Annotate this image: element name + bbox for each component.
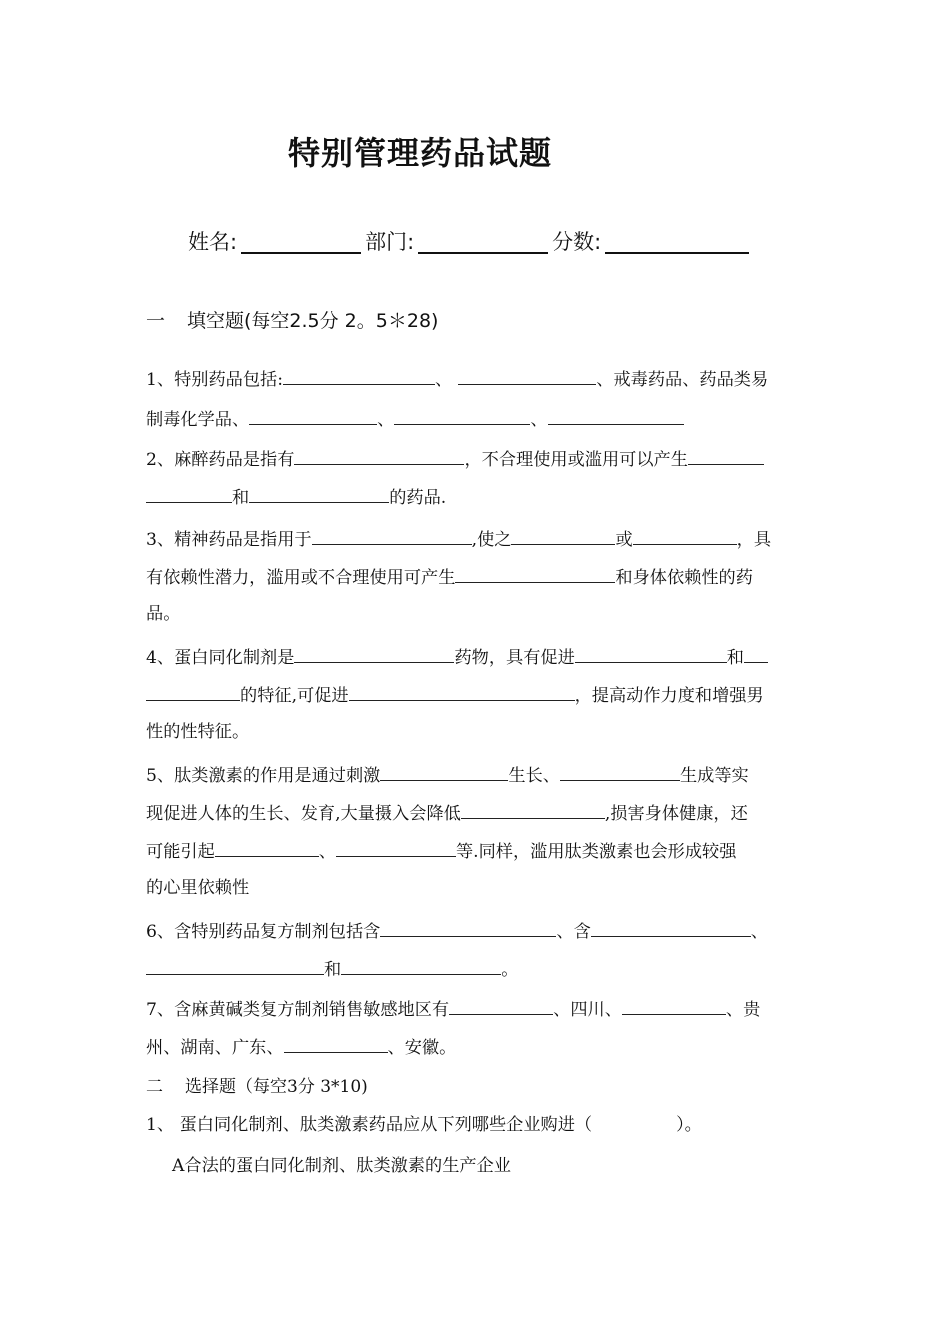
answer-blank[interactable]: [592, 1114, 676, 1130]
answer-blank[interactable]: [341, 958, 501, 975]
answer-blank[interactable]: [744, 646, 768, 663]
answer-blank[interactable]: [146, 684, 240, 701]
choice-question-1: [146, 1114, 702, 1135]
answer-blank[interactable]: [394, 408, 530, 425]
section-number: 二: [146, 1077, 163, 1097]
question-text: 、: [318, 842, 336, 862]
question-text: 3、精神药品是指用于: [146, 530, 312, 550]
answer-blank[interactable]: [622, 998, 726, 1015]
dept-blank[interactable]: [418, 230, 548, 254]
question-text: 7、含麻黄碱类复方制剂销售敏感地区有: [146, 1000, 450, 1020]
answer-blank[interactable]: [336, 840, 456, 857]
question-7-line-2: [146, 1036, 456, 1058]
answer-blank[interactable]: [461, 802, 605, 819]
answer-blank[interactable]: [294, 448, 464, 465]
question-text: 品。: [146, 604, 181, 624]
question-text: 的药品.: [389, 488, 447, 508]
question-text: 生成等实: [679, 766, 749, 786]
question-1-line-2: [146, 408, 684, 430]
question-text: 现促进人体的生长、发育,大量摄入会降低: [146, 804, 461, 824]
question-3-line-2: [146, 566, 753, 588]
answer-blank[interactable]: [283, 368, 435, 385]
question-1-line-1: [146, 368, 768, 390]
section-title: 选择题（每空3分 3*10): [185, 1077, 368, 1097]
question-text: 1、特别药品包括:: [146, 370, 284, 390]
exam-title: 特别管理药品试题: [288, 134, 553, 172]
question-text: 可能引起: [146, 842, 215, 862]
answer-blank[interactable]: [455, 566, 615, 583]
question-text: 。: [501, 960, 519, 980]
question-text: 5、肽类激素的作用是通过刺激: [146, 766, 381, 786]
question-text: 等.同样，滥用肽类激素也会形成较强: [455, 842, 737, 862]
answer-blank[interactable]: [312, 528, 472, 545]
question-text: 生长、: [508, 766, 560, 786]
question-6-line-2: [146, 958, 518, 980]
answer-blank[interactable]: [511, 528, 615, 545]
answer-blank[interactable]: [575, 646, 727, 663]
question-7-line-1: [146, 998, 760, 1020]
question-2-line-1: [146, 448, 764, 470]
question-text: 、: [435, 370, 453, 390]
question-text: 4、蛋白同化制剂是: [146, 648, 295, 668]
question-text: 、安徽。: [387, 1038, 457, 1058]
question-5-line-4: [146, 878, 249, 898]
question-text: 和: [232, 488, 250, 508]
question-text: 的心里依赖性: [146, 878, 250, 898]
question-text: 药物，具有促进: [454, 648, 575, 668]
question-5-line-2: [146, 802, 748, 824]
question-text: 、戒毒药品、药品类易: [596, 370, 769, 390]
question-text: 、贵: [725, 1000, 761, 1020]
question-6-line-1: [146, 920, 768, 942]
question-3-line-1: [146, 528, 771, 550]
question-text: 制毒化学品、: [146, 410, 250, 430]
question-text: 和: [726, 648, 744, 668]
section-title: 填空题(每空2.5分 2。5＊28): [187, 310, 439, 332]
question-text: 、含: [556, 922, 591, 942]
question-4-line-3: [146, 722, 249, 742]
question-text: 和: [324, 960, 342, 980]
answer-blank[interactable]: [560, 764, 680, 781]
question-5-line-1: [146, 764, 749, 786]
question-text: 、: [530, 410, 548, 430]
answer-blank[interactable]: [146, 958, 324, 975]
question-text: 或: [615, 530, 633, 550]
choice-option-a[interactable]: [172, 1156, 511, 1176]
question-text: 2、麻醉药品是指有: [146, 450, 295, 470]
answer-blank[interactable]: [458, 368, 596, 385]
answer-blank[interactable]: [449, 998, 553, 1015]
question-5-line-3: [146, 840, 736, 862]
question-text: 和身体依赖性的药: [615, 568, 753, 588]
answer-blank[interactable]: [380, 920, 556, 937]
question-text: 、: [750, 922, 768, 942]
question-text: 、: [377, 410, 395, 430]
answer-blank[interactable]: [215, 840, 319, 857]
answer-blank[interactable]: [249, 486, 389, 503]
question-text: 的特征,可促进: [240, 686, 349, 706]
answer-blank[interactable]: [146, 486, 232, 503]
answer-blank[interactable]: [591, 920, 751, 937]
question-text: ）。: [676, 1115, 702, 1135]
name-label: 姓名:: [188, 230, 238, 254]
question-4-line-2: [146, 684, 764, 706]
name-blank[interactable]: [241, 230, 361, 254]
question-text: 性的性特征。: [146, 722, 250, 742]
section-number: 一: [146, 310, 166, 332]
student-info-row: [188, 226, 753, 256]
section-fill-in-heading: [146, 306, 438, 333]
question-text: ，提高动作力度和增强男: [574, 686, 764, 706]
answer-blank[interactable]: [380, 764, 508, 781]
answer-blank[interactable]: [633, 528, 737, 545]
question-3-line-3: [146, 604, 180, 624]
answer-blank[interactable]: [548, 408, 684, 425]
dept-label: 部门:: [365, 230, 415, 254]
answer-blank[interactable]: [284, 1036, 388, 1053]
question-text: 州、湖南、广东、: [146, 1038, 284, 1058]
answer-blank[interactable]: [349, 684, 575, 701]
question-text: 1、 蛋白同化制剂、肽类激素药品应从下列哪些企业购进（: [146, 1115, 593, 1135]
answer-blank[interactable]: [294, 646, 454, 663]
question-2-line-2: [146, 486, 446, 508]
option-text: A合法的蛋白同化制剂、肽类激素的生产企业: [172, 1156, 511, 1176]
question-text: 、四川、: [553, 1000, 622, 1020]
score-label: 分数:: [552, 230, 602, 254]
question-text: ,损害身体健康，还: [604, 804, 748, 824]
answer-blank[interactable]: [249, 408, 377, 425]
question-text: ，不合理使用或滥用可以产生: [464, 450, 688, 470]
question-text: ,使之: [471, 530, 512, 550]
answer-blank[interactable]: [688, 448, 764, 465]
question-text: 6、含特别药品复方制剂包括含: [146, 922, 381, 942]
question-4-line-1: [146, 646, 768, 668]
section-choice-heading: [146, 1072, 368, 1097]
score-blank[interactable]: [605, 230, 749, 254]
question-text: 有依赖性潜力，滥用或不合理使用可产生: [146, 568, 456, 588]
question-text: ，具: [736, 530, 772, 550]
